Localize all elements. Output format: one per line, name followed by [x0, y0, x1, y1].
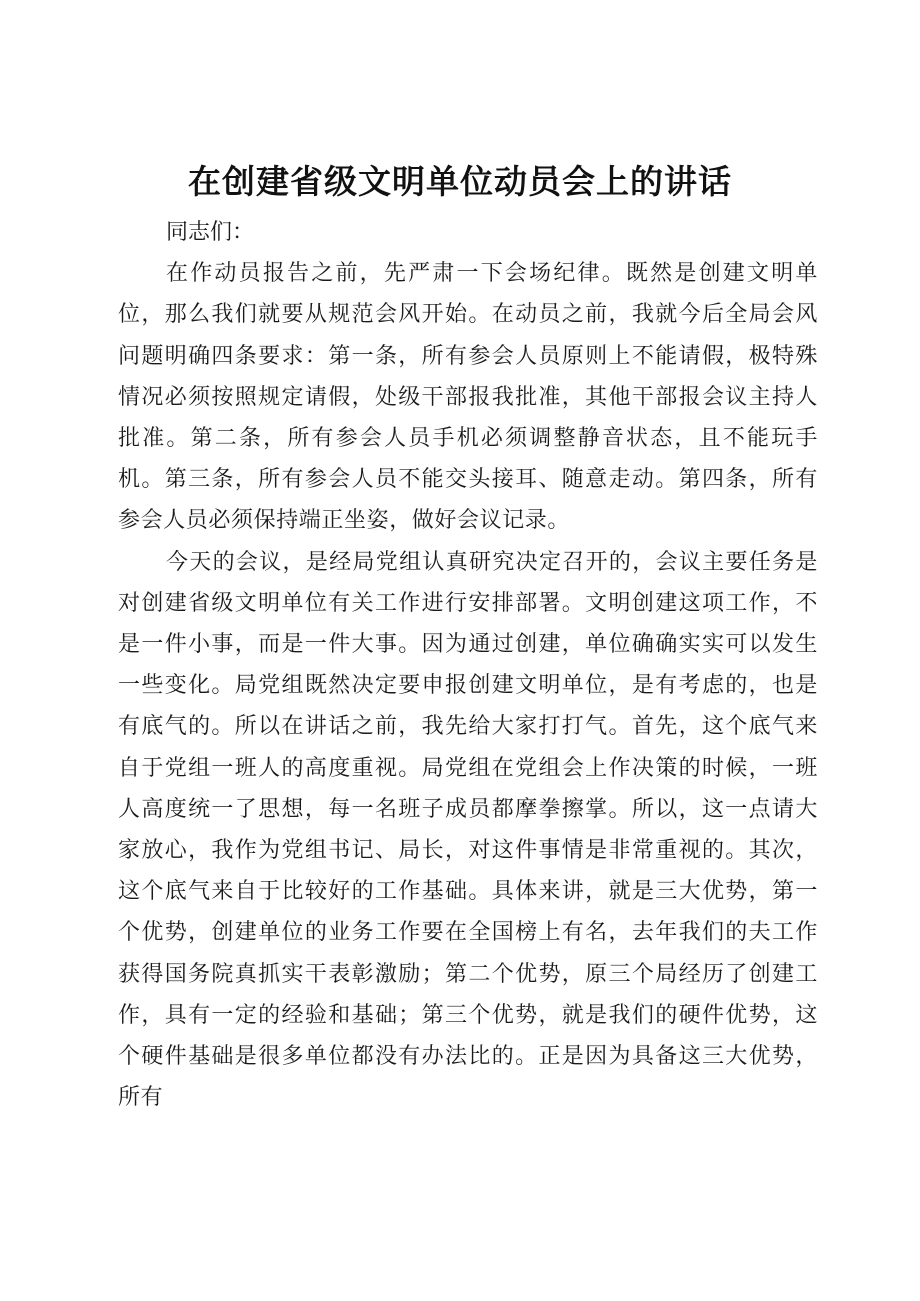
- document-body: [118, 212, 818, 1118]
- greeting: 同志们：: [166, 220, 255, 245]
- document-title: 在创建省级文明单位动员会上的讲话: [188, 162, 732, 201]
- paragraph-meeting-purpose: 今天的会议，是经局党组认真研究决定召开的，会议主要任务是对创建省级文明单位有关工作进行安排部署。文明创建这项工作，不是一件小事，而是一件大事。因为通过创建，单位确确实实可以发生一些变化。局党组既然决定要申报创建文明单位，是有考虑的，也是有底气的。所以在讲话之前，我先给大家打打气。首先，这个底气来自于党组一班人的高度重视。局党组在党组会上作决策的时候，一班人高度统一了思想，每一名班子成员都摩拳擦掌。所以，这一点请大家放心，我作为党组书记、局长，对这件事情是非常重视的。其次，这个底气来自于比较好的工作基础。具体来讲，就是三大优势，第一个优势，创建单位的业务工作要在全国榜上有名，去年我们的夫工作获得国务院真抓实干表彰激励；第二个优势，原三个局经历了创建工作，具有一定的经验和基础；第三个优势，就是我们的硬件优势，这个硬件基础是很多单位都没有办法比的。正是因为具备这三大优势，所有: [118, 549, 818, 1111]
- paragraph-meeting-discipline: 在作动员报告之前，先严肃一下会场纪律。既然是创建文明单位，那么我们就要从规范会风开始。在动员之前，我就今后全局会风问题明确四条要求：第一条，所有参会人员原则上不能请假，极特殊情况必须按照规定请假，处级干部报我批准，其他干部报会议主持人批准。第二条，所有参会人员手机必须调整静音状态，且不能玩手机。第三条，所有参会人员不能交头接耳、随意走动。第四条，所有参会人员必须保持端正坐姿，做好会议记录。: [118, 261, 818, 534]
